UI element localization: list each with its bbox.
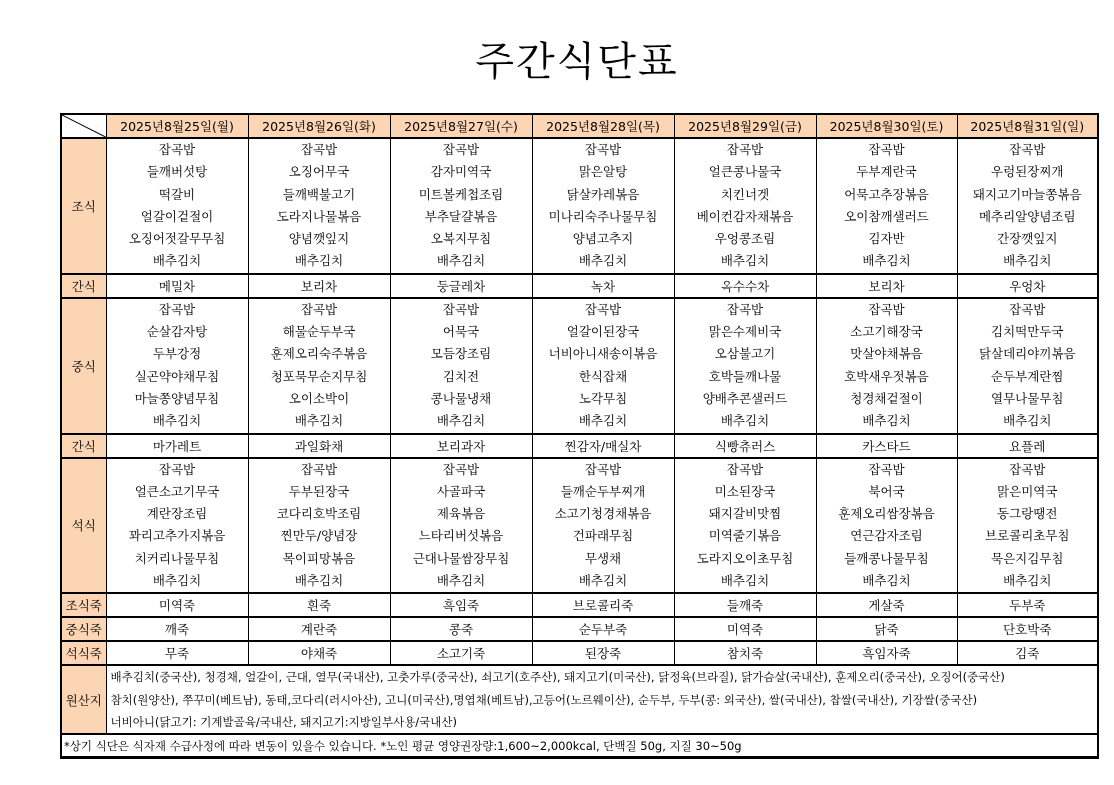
menu-item: 너비아니새송이볶음 [548,346,658,362]
menu-item: 건파래무침 [572,528,634,544]
menu-item: 잡곡밥 [158,301,196,317]
menu-item: 배추김치 [294,573,344,589]
menu-item: 양배추콘샐러드 [702,390,788,406]
menu-item: 사골파국 [436,483,486,499]
menu-item: 배추김치 [436,413,486,429]
menu-item: 치킨너겟 [720,186,770,202]
menu-item: 들깨순두부찌개 [560,483,646,499]
menu-item: 해물순두부국 [282,324,356,340]
origin-label: 원산지 [61,665,106,734]
menu-item: 우렁된장찌개 [991,164,1064,180]
menu-item: 두부계란국 [856,164,917,180]
porridge_breakfast-day-cell: 게살죽 [816,593,957,617]
porridge_breakfast-day-cell: 미역죽 [106,593,248,617]
breakfast-day-cell [957,138,1098,274]
menu-item: 잡곡밥 [158,142,196,157]
header-row [61,114,1098,138]
porridge_lunch-day-cell: 계란죽 [248,617,390,641]
menu-item: 배추김치 [294,253,344,269]
breakfast-day-cell [816,138,957,274]
menu-item: 오징어무국 [288,164,350,180]
menu-item: 느타리버섯볶음 [418,528,504,544]
menu-item: 잡곡밥 [300,461,338,477]
menu-item: 찐만두/양념장 [280,528,358,544]
menu-item: 청경채겉절이 [850,390,923,406]
meal-label: 석식죽 [61,641,106,665]
dinner-day-cell [957,458,1098,594]
menu-item: 배추김치 [436,573,486,589]
menu-item: 훈제오리숙주볶음 [270,346,368,362]
menu-item: 잡곡밥 [584,301,622,317]
menu-item: 들깨버섯탕 [146,164,208,180]
page-title: 주간식단표 [475,39,679,85]
breakfast-day-cell [390,138,532,274]
menu-item: 어묵국 [442,324,480,340]
dinner-day-cell [248,458,390,594]
snack1-day-cell: 녹차 [532,274,674,298]
porridge_breakfast-day-cell: 흑임죽 [390,593,532,617]
porridge_lunch-day-cell: 콩죽 [390,617,532,641]
porridge_lunch-day-cell: 단호박죽 [957,617,1098,641]
meal-label: 간식 [61,434,106,458]
menu-item: 맑은알탕 [578,164,628,180]
menu-item: 배추김치 [152,413,202,429]
porridge_lunch-day-cell: 미역죽 [674,617,816,641]
menu-item: 소고기해장국 [850,324,923,340]
menu-item: 우엉콩조림 [714,231,776,247]
menu-item: 훈제오리쌈장볶음 [838,506,935,522]
menu-item: 양념고추지 [572,231,634,247]
meal-label: 간식 [61,274,106,298]
menu-item: 잡곡밥 [442,301,480,317]
menu-item: 얼큰소고기무국 [134,483,220,499]
menu-item: 묵은지김무침 [991,550,1064,566]
menu-item: 배추김치 [720,413,770,429]
menu-item: 도라지나물볶음 [276,208,362,224]
snack2-day-cell: 마가레트 [106,434,248,458]
menu-item: 근대나물쌈장무침 [412,550,510,566]
snack2-day-cell: 카스타드 [816,434,957,458]
menu-item: 미나리숙주나물무침 [548,208,658,224]
menu-item: 잡곡밥 [300,301,338,317]
menu-item: 맑은수제비국 [708,324,782,340]
menu-item: 잡곡밥 [584,461,622,477]
porridge_dinner-day-cell: 흑임자죽 [816,641,957,665]
breakfast-day-cell [248,138,390,274]
menu-item: 배추김치 [1003,413,1052,429]
porridge_breakfast-day-cell: 두부죽 [957,593,1098,617]
lunch-day-cell [248,298,390,434]
snack2-day-cell: 요플레 [957,434,1098,458]
porridge_dinner-day-cell: 소고기죽 [390,641,532,665]
snack2-day-cell: 과일화채 [248,434,390,458]
menu-item: 잡곡밥 [726,461,764,477]
menu-item: 오이참깨샐러드 [844,208,929,224]
breakfast-day-cell [674,138,816,274]
dinner-day-cell [532,458,674,594]
dinner-row [61,458,1098,594]
snack1-day-cell: 옥수수차 [674,274,816,298]
menu-item: 잡곡밥 [868,142,905,157]
origin-line: 참치(원양산), 쭈꾸미(베트남), 동태,코다리(러시아산), 고니(미국산),명엽채(베트남),고등어(노르웨이산), 순두부, 두부(콩: 외국산), 쌀(국내산), 찹쌀(국내산), 기장쌀(중국산) [110,692,978,707]
menu-item: 잡곡밥 [1009,461,1046,477]
menu-item: 부추달걀볶음 [424,208,498,224]
porridge_lunch-row [61,617,1098,641]
menu-item: 꽈리고추가지볶음 [128,528,226,544]
porridge_dinner-day-cell: 야채죽 [248,641,390,665]
menu-item: 배추김치 [862,413,911,429]
menu-item: 모듬장조림 [430,346,492,362]
menu-item: 미소된장국 [714,483,776,499]
menu-item: 잡곡밥 [726,142,764,157]
snack1-day-cell: 둥글레차 [390,274,532,298]
lunch-day-cell [532,298,674,434]
menu-item: 무생채 [584,550,622,566]
weekly-menu-table [60,113,1099,759]
dinner-day-cell [816,458,957,594]
menu-item: 배추김치 [720,573,770,589]
menu-item: 맑은미역국 [997,483,1058,499]
menu-item: 배추김치 [152,573,202,589]
menu-item: 돼지갈비맛찜 [708,506,782,522]
menu-item: 한식잡채 [578,368,628,384]
menu-item: 두부된장국 [288,483,350,499]
menu-item: 배추김치 [1003,253,1052,269]
porridge_dinner-day-cell: 무죽 [106,641,248,665]
menu-item: 배추김치 [294,413,344,429]
menu-item: 배추김치 [578,253,628,269]
menu-item: 브로콜리초무침 [984,528,1070,544]
menu-item: 잡곡밥 [442,461,480,477]
lunch-day-cell [390,298,532,434]
menu-item: 잡곡밥 [868,461,905,477]
menu-item: 배추김치 [862,253,911,269]
day-header: 2025년8월29일(금) [674,114,816,138]
porridge_dinner-row [61,641,1098,665]
porridge_lunch-day-cell: 순두부죽 [532,617,674,641]
menu-item: 들깨콩나물무침 [844,550,929,566]
menu-item: 감자미역국 [430,164,492,180]
breakfast-row [61,138,1098,274]
menu-item: 얼갈이된장국 [566,324,640,340]
origin-line: 너비아니(닭고기: 기계발골육/국내산, 돼지고기:지방일부사용/국내산) [110,714,457,729]
menu-item: 잡곡밥 [300,142,338,157]
menu-item: 메추리알양념조림 [978,208,1076,224]
menu-item: 도라지오이초무침 [696,550,794,566]
snack2-day-cell: 찐감자/매실차 [532,434,674,458]
meal-label: 중식죽 [61,617,106,641]
day-header: 2025년8월30일(토) [816,114,957,138]
day-header: 2025년8월31일(일) [957,114,1098,138]
snack1-day-cell: 보리차 [248,274,390,298]
menu-item: 코다리호박조림 [276,506,362,522]
menu-item: 동그랑땡전 [997,506,1058,522]
origin-notes [106,665,1098,734]
menu-item: 잡곡밥 [1009,142,1046,157]
snack2-day-cell: 식빵츄러스 [674,434,816,458]
menu-item: 떡갈비 [158,186,196,202]
menu-item: 김치전 [442,368,480,384]
menu-item: 연근감자조림 [850,528,923,544]
porridge_lunch-day-cell: 닭죽 [816,617,957,641]
footer-note: *상기 식단은 식자재 수급사정에 따라 변동이 있을수 있습니다. *노인 평균 영양권장량:1,600~2,000kcal, 단백질 50g, 지질 30~50g [61,734,1098,758]
menu-item: 오징어젓갈무무침 [128,231,226,247]
porridge_dinner-day-cell: 김죽 [957,641,1098,665]
menu-item: 노각무침 [578,390,628,406]
menu-item: 북어국 [868,483,905,499]
menu-item: 배추김치 [1003,573,1052,589]
footer-row [61,734,1098,758]
day-header: 2025년8월28일(목) [532,114,674,138]
dinner-day-cell [106,458,248,594]
menu-item: 얼큰콩나물국 [708,164,782,180]
menu-item: 어묵고추장볶음 [844,186,929,202]
snack1-day-cell: 메밀차 [106,274,248,298]
menu-item: 배추김치 [578,413,628,429]
meal-label: 조식죽 [61,593,106,617]
origin-row [61,665,1098,734]
menu-item: 맛살야채볶음 [850,346,923,362]
menu-item: 잡곡밥 [868,301,905,317]
snack1-row [61,274,1098,298]
menu-item: 잡곡밥 [1009,301,1046,317]
meal-label: 석식 [61,458,106,594]
menu-item: 얼갈이겉절이 [140,208,214,224]
menu-item: 잡곡밥 [158,461,196,477]
porridge_lunch-day-cell: 깨죽 [106,617,248,641]
breakfast-day-cell [532,138,674,274]
menu-item: 김자반 [868,231,905,247]
menu-item: 치커리나물무침 [134,550,220,566]
menu-item: 마늘쫑양념무침 [134,390,220,406]
porridge_breakfast-day-cell: 들깨죽 [674,593,816,617]
menu-item: 잡곡밥 [584,142,622,157]
menu-item: 소고기청경채볶음 [554,506,652,522]
porridge_dinner-day-cell: 된장죽 [532,641,674,665]
menu-item: 들깨백불고기 [282,186,356,202]
menu-item: 미트볼케첩조림 [418,186,504,202]
menu-item: 배추김치 [152,253,202,269]
snack1-day-cell: 보리차 [816,274,957,298]
menu-item: 닭살데리야끼볶음 [978,346,1076,362]
menu-item: 배추김치 [720,253,770,269]
porridge_breakfast-row [61,593,1098,617]
menu-item: 오복지무침 [430,231,492,247]
menu-item: 간장깻잎지 [997,231,1058,247]
snack1-day-cell: 우엉차 [957,274,1098,298]
menu-item: 배추김치 [862,573,911,589]
menu-item: 계란장조림 [146,506,208,522]
menu-item: 잡곡밥 [442,142,480,157]
meal-label: 중식 [61,298,106,434]
menu-item: 호박새우젓볶음 [844,368,929,384]
lunch-day-cell [957,298,1098,434]
diagonal-line-icon [62,115,106,137]
menu-item: 두부강정 [152,346,202,362]
menu-item: 배추김치 [578,573,628,589]
menu-item: 순두부계란찜 [991,368,1064,384]
day-header: 2025년8월26일(화) [248,114,390,138]
porridge_breakfast-day-cell: 흰죽 [248,593,390,617]
dinner-day-cell [674,458,816,594]
menu-item: 순살감자탕 [146,324,208,340]
snack2-day-cell: 보리과자 [390,434,532,458]
porridge_dinner-day-cell: 참치죽 [674,641,816,665]
menu-item: 청포묵무순지무침 [270,368,368,384]
menu-item: 배추김치 [436,253,486,269]
meal-label: 조식 [61,138,106,274]
menu-item: 양념깻잎지 [288,231,350,247]
menu-item: 잡곡밥 [726,301,764,317]
day-header: 2025년8월25일(월) [106,114,248,138]
breakfast-day-cell [106,138,248,274]
menu-item: 오이소박이 [288,390,350,406]
lunch-day-cell [816,298,957,434]
menu-item: 돼지고기마늘쫑볶음 [972,186,1082,202]
porridge_breakfast-day-cell: 브로콜리죽 [532,593,674,617]
menu-item: 실곤약야채무침 [134,368,220,384]
menu-item: 목이피망볶음 [282,550,356,566]
menu-item: 닭살카레볶음 [566,186,640,202]
menu-item: 베이컨감자채볶음 [696,208,794,224]
lunch-row [61,298,1098,434]
menu-item: 열무나물무침 [991,390,1064,406]
menu-item: 호박들깨나물 [708,368,782,384]
lunch-day-cell [674,298,816,434]
menu-item: 김치떡만두국 [991,324,1064,340]
day-header: 2025년8월27일(수) [390,114,532,138]
origin-line: 배추김치(중국산), 청경채, 얼갈이, 근대, 열무(국내산), 고춧가루(중국산), 쇠고기(호주산), 돼지고기(미국산), 닭정육(브라질), 닭가슴살(국내산), 훈제오리(중국산), 오징어(중국산) [110,670,1005,685]
dinner-day-cell [390,458,532,594]
menu-item: 제육볶음 [436,506,486,522]
menu-item: 콩나물냉채 [430,390,492,406]
lunch-day-cell [106,298,248,434]
menu-item: 미역줄기볶음 [708,528,782,544]
corner-cell [61,114,106,138]
menu-item: 오삼불고기 [714,346,776,362]
snack2-row [61,434,1098,458]
